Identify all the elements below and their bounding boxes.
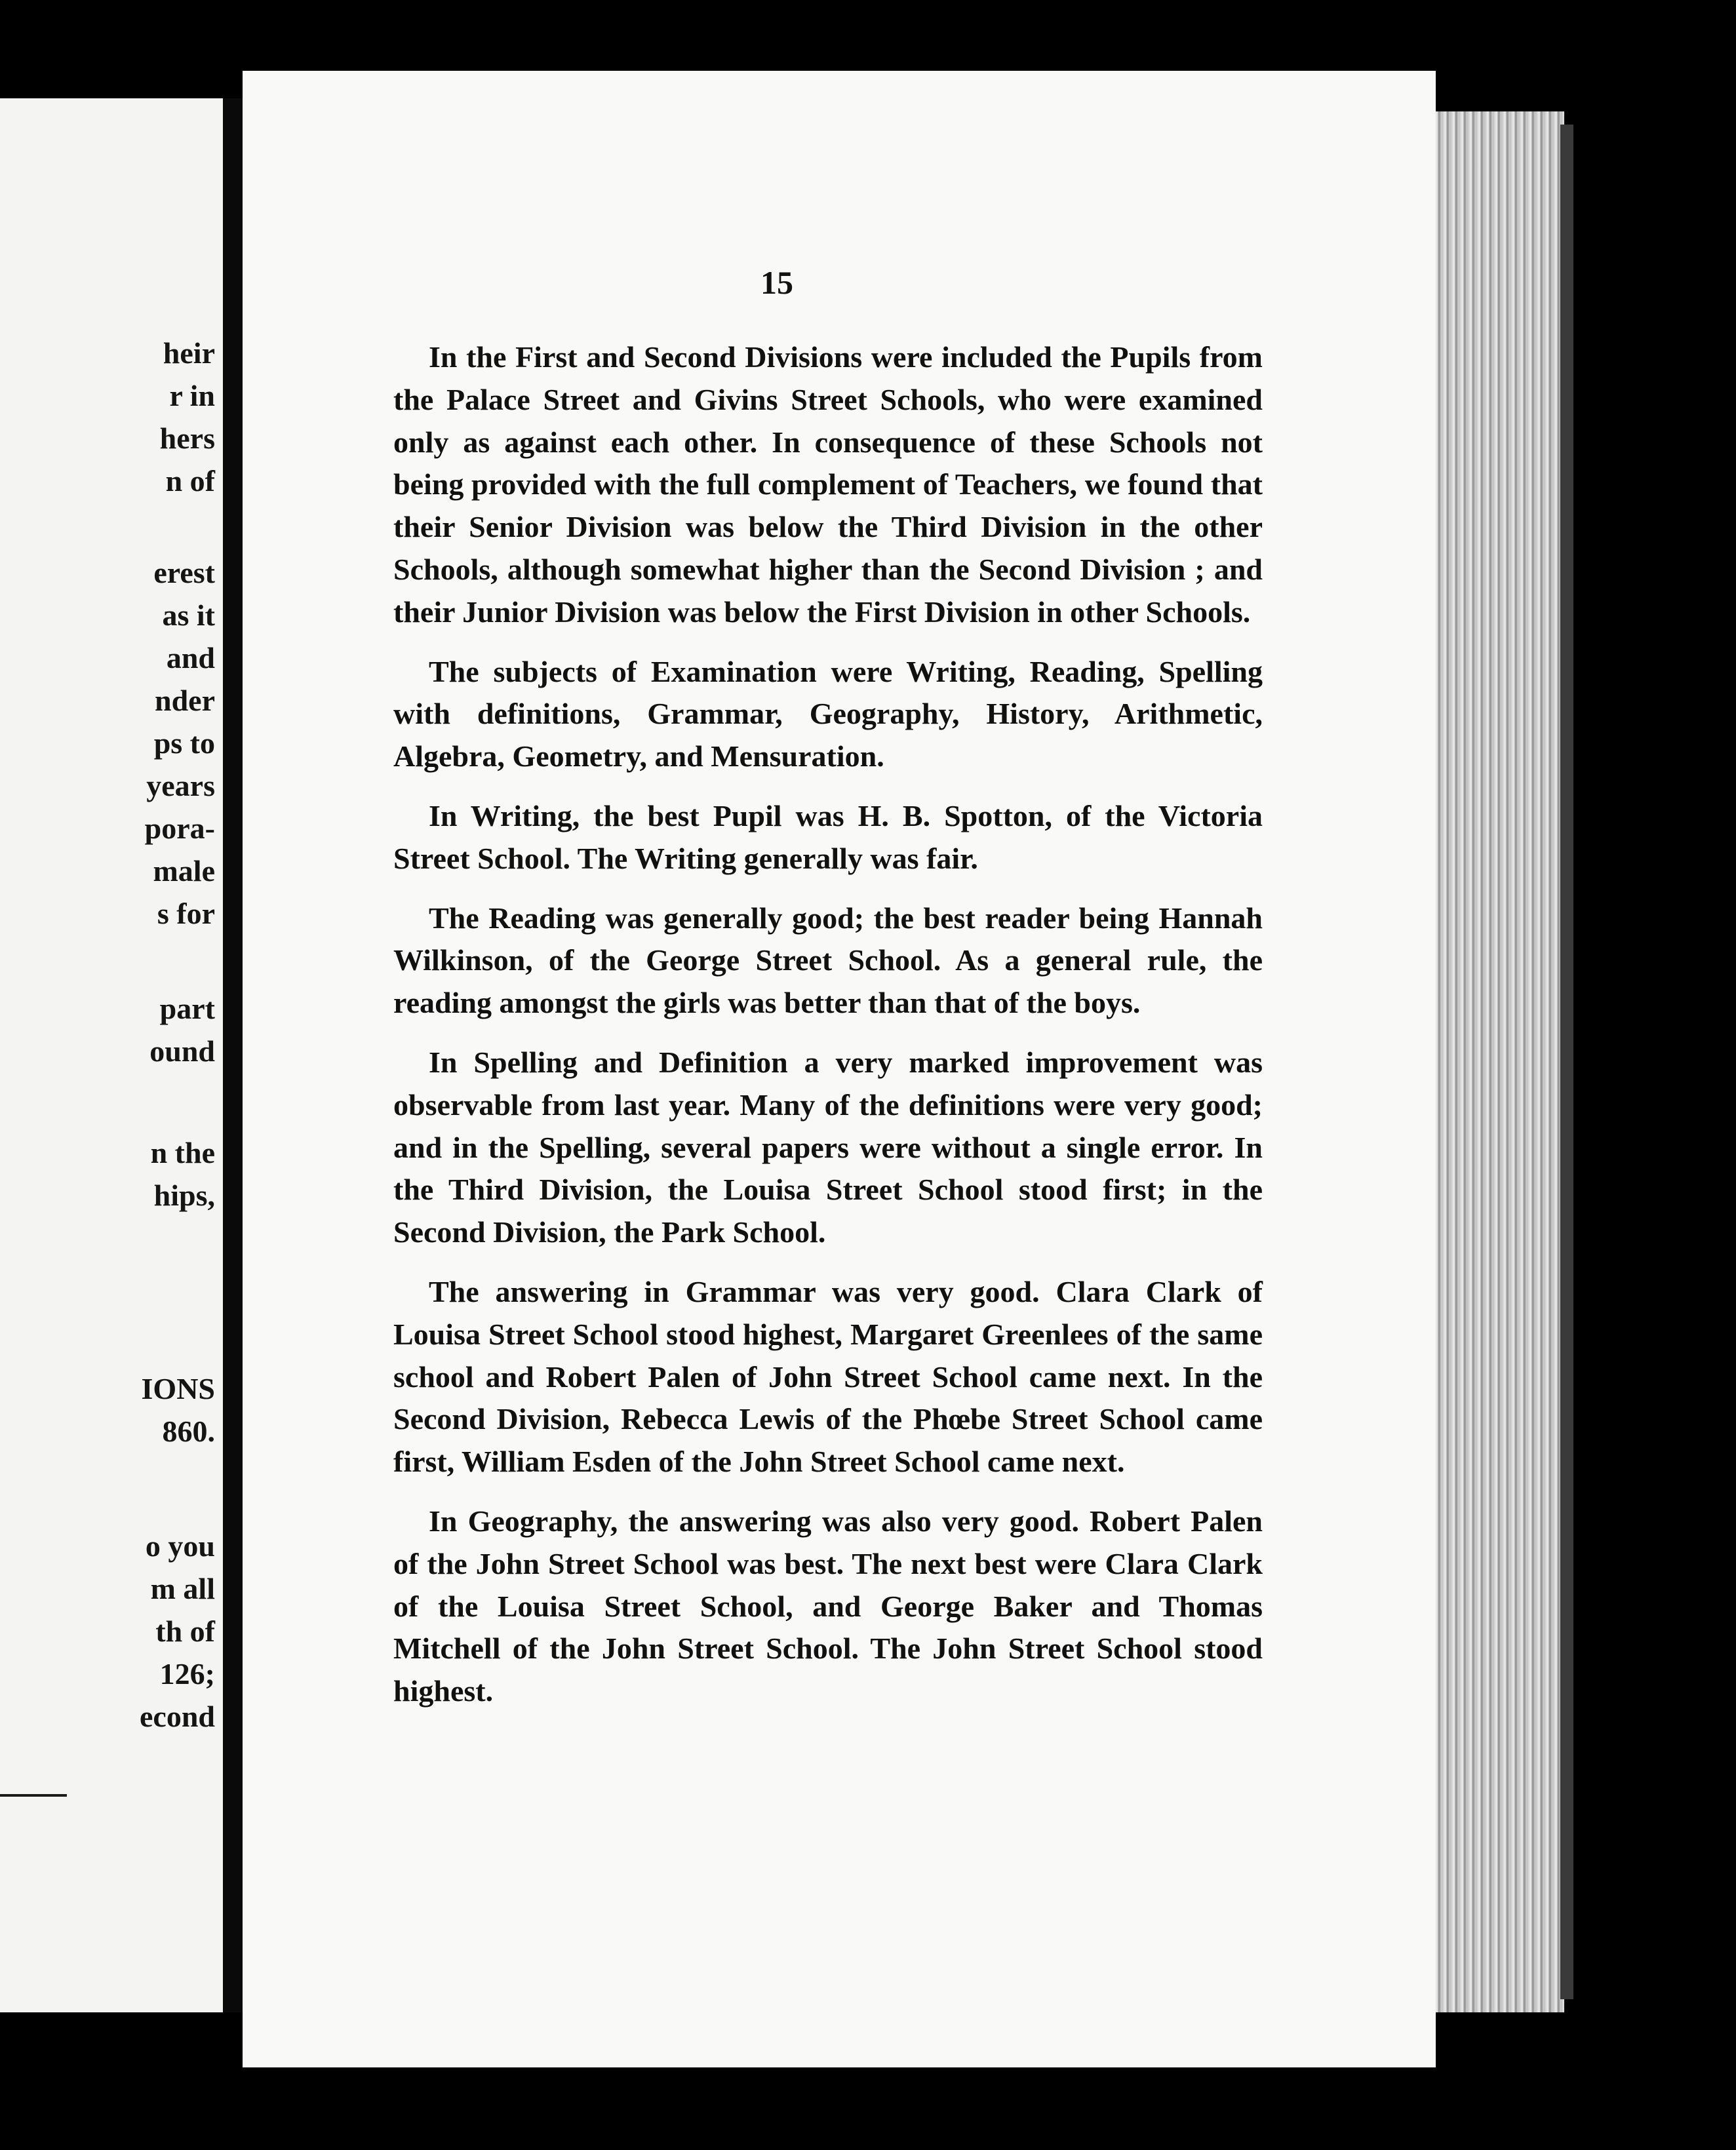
left-fragment: n of [165,464,215,498]
page-number: 15 [760,264,793,301]
left-page-rule [0,1794,67,1797]
left-fragment: hers [159,421,215,455]
left-fragment: ound [149,1034,215,1068]
left-fragment: as it [162,598,215,632]
left-facing-page [0,98,223,2012]
left-fragment: part [159,992,215,1025]
left-fragment: IONS [141,1372,215,1405]
paragraph-reading: The Reading was generally good; the best reader being Hannah Wilkinson, of the George Street School. As a general rule, the reading amongst the girls was better than that of the boys. [393,901,1263,1020]
left-fragment: years [146,769,215,802]
left-fragment: r in [169,379,215,412]
paragraph-subjects: The subjects of Examination were Writing, Reading, Spelling with definitions, Grammar, Geography, History, Arithmetic, Algebra, Geometry, and Mensuration. [393,654,1263,773]
left-fragment: econd [140,1700,215,1733]
left-fragment: o you [145,1529,215,1563]
left-fragment: s for [157,897,215,930]
body-text [393,336,1263,1730]
left-fragment: 860. [162,1415,215,1448]
paragraph-grammar: The answering in Grammar was very good. Clara Clark of Louisa Street School stood highest, Margaret Greenlees of the same school and Robert Palen of John Street School came next. In the Second Division, Rebecca Lewis of the Phœbe Street School came first, William Esden of the John Street School came next. [393,1274,1263,1479]
left-fragment: male [153,854,215,888]
left-fragment: and [166,641,215,674]
left-fragment: pora- [144,811,215,845]
left-fragment: hips, [153,1179,215,1212]
left-fragment: ps to [153,726,215,760]
left-fragment: heir [163,336,215,370]
paragraph-geography: In Geography, the answering was also very good. Robert Palen of the John Street School was best. The next best were Clara Clark of the Louisa Street School, and George Baker and Thomas Mitchell of the John Street School. The John Street School stood highest. [393,1504,1263,1708]
page-edges [1433,111,1564,2012]
book-gutter [223,98,243,2012]
left-fragment: n the [150,1136,215,1169]
left-fragment: nder [155,684,215,717]
left-fragment: erest [153,556,215,589]
paragraph-spelling: In Spelling and Definition a very marked improvement was observable from last year. Many of the definitions were very good; and in the Spelling, several papers were without a single error. In the Third Division, the Louisa Street School stood first; in the Second Division, the Park School. [393,1045,1263,1249]
left-fragment: 126; [159,1657,215,1691]
left-fragment: th of [155,1614,215,1648]
paragraph-writing: In Writing, the best Pupil was H. B. Spotton, of the Victoria Street School. The Writing generally was fair. [393,798,1263,875]
left-fragment: m all [150,1572,215,1605]
book-spine-edge [1560,125,1573,1999]
paragraph-divisions: In the First and Second Divisions were included the Pupils from the Palace Street and Givins Street Schools, who were examined only as against each other. In consequence of these Schools not being provided with the full complement of Teachers, we found that their Senior Division was below the Third Division in the other Schools, although somewhat higher than the Second Division ; and their Junior Division was below the First Division in other Schools. [393,340,1263,629]
